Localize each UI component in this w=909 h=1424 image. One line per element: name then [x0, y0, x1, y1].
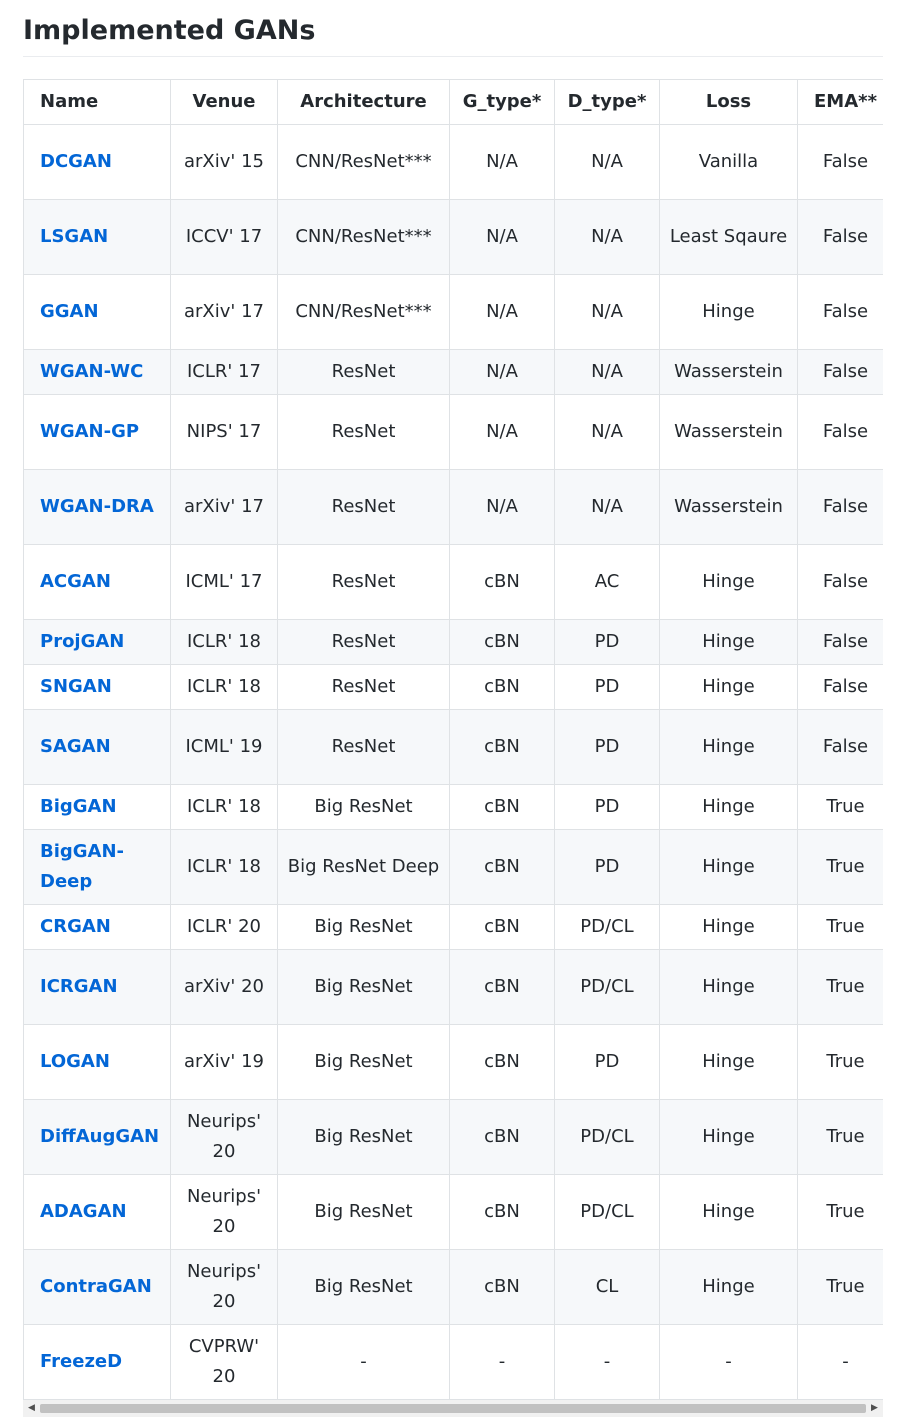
- cell-architecture: CNN/ResNet***: [278, 275, 450, 350]
- cell-loss: Hinge: [660, 620, 798, 665]
- table-row: [24, 1175, 884, 1250]
- cell-architecture: Big ResNet: [278, 1250, 450, 1325]
- column-header-loss: Loss: [660, 80, 798, 125]
- cell-d-type: PD/CL: [555, 905, 660, 950]
- table-row: [24, 470, 884, 545]
- cell-ema: False: [798, 395, 884, 470]
- cell-ema: -: [798, 1325, 884, 1400]
- cell-architecture: Big ResNet: [278, 950, 450, 1025]
- table-row: [24, 950, 884, 1025]
- table-row: [24, 350, 884, 395]
- cell-name: [24, 665, 171, 710]
- cell-g-type: cBN: [450, 620, 555, 665]
- cell-name: [24, 470, 171, 545]
- cell-d-type: AC: [555, 545, 660, 620]
- cell-venue: ICML' 17: [171, 545, 278, 620]
- cell-loss: Hinge: [660, 950, 798, 1025]
- cell-name: [24, 710, 171, 785]
- cell-venue: Neurips' 20: [171, 1250, 278, 1325]
- cell-d-type: PD/CL: [555, 1100, 660, 1175]
- cell-venue: arXiv' 17: [171, 275, 278, 350]
- table-row: [24, 620, 884, 665]
- cell-g-type: N/A: [450, 200, 555, 275]
- cell-ema: False: [798, 710, 884, 785]
- cell-architecture: Big ResNet: [278, 1100, 450, 1175]
- cell-g-type: cBN: [450, 1100, 555, 1175]
- cell-d-type: PD: [555, 665, 660, 710]
- cell-g-type: -: [450, 1325, 555, 1400]
- cell-d-type: N/A: [555, 395, 660, 470]
- cell-ema: True: [798, 1175, 884, 1250]
- cell-ema: False: [798, 665, 884, 710]
- cell-venue: Neurips' 20: [171, 1175, 278, 1250]
- cell-ema: True: [798, 1100, 884, 1175]
- model-name-link[interactable]: ProjGAN: [40, 631, 125, 652]
- cell-d-type: PD: [555, 830, 660, 905]
- cell-loss: Vanilla: [660, 125, 798, 200]
- cell-g-type: N/A: [450, 125, 555, 200]
- cell-loss: Hinge: [660, 785, 798, 830]
- table-row: [24, 710, 884, 785]
- cell-g-type: cBN: [450, 830, 555, 905]
- cell-loss: Least Sqaure: [660, 200, 798, 275]
- cell-architecture: ResNet: [278, 710, 450, 785]
- cell-architecture: ResNet: [278, 350, 450, 395]
- model-name-link[interactable]: ADAGAN: [40, 1201, 127, 1222]
- cell-ema: True: [798, 905, 884, 950]
- cell-venue: arXiv' 20: [171, 950, 278, 1025]
- model-name-link[interactable]: WGAN-DRA: [40, 496, 154, 517]
- cell-architecture: Big ResNet Deep: [278, 830, 450, 905]
- scroll-left-icon[interactable]: ◀: [28, 1403, 35, 1413]
- cell-g-type: cBN: [450, 545, 555, 620]
- cell-loss: Hinge: [660, 710, 798, 785]
- cell-d-type: PD: [555, 1025, 660, 1100]
- model-name-link[interactable]: LSGAN: [40, 226, 109, 247]
- cell-venue: Neurips' 20: [171, 1100, 278, 1175]
- cell-venue: arXiv' 19: [171, 1025, 278, 1100]
- cell-d-type: N/A: [555, 470, 660, 545]
- cell-ema: False: [798, 275, 884, 350]
- cell-g-type: cBN: [450, 1250, 555, 1325]
- cell-venue: ICLR' 18: [171, 830, 278, 905]
- page-title: Implemented GANs: [23, 12, 883, 57]
- model-name-link[interactable]: SNGAN: [40, 676, 112, 697]
- cell-loss: Hinge: [660, 1250, 798, 1325]
- cell-name: [24, 950, 171, 1025]
- cell-g-type: N/A: [450, 275, 555, 350]
- cell-loss: Hinge: [660, 1100, 798, 1175]
- cell-d-type: PD: [555, 785, 660, 830]
- cell-name: [24, 275, 171, 350]
- cell-g-type: N/A: [450, 470, 555, 545]
- cell-d-type: CL: [555, 1250, 660, 1325]
- cell-name: [24, 1025, 171, 1100]
- cell-g-type: cBN: [450, 665, 555, 710]
- cell-architecture: ResNet: [278, 545, 450, 620]
- cell-loss: Hinge: [660, 275, 798, 350]
- cell-venue: ICLR' 20: [171, 905, 278, 950]
- cell-g-type: N/A: [450, 350, 555, 395]
- column-header-g-type: G_type*: [450, 80, 555, 125]
- model-name-link[interactable]: BigGAN-Deep: [40, 841, 125, 892]
- cell-d-type: PD: [555, 620, 660, 665]
- cell-loss: Hinge: [660, 905, 798, 950]
- cell-venue: ICML' 19: [171, 710, 278, 785]
- cell-ema: True: [798, 1250, 884, 1325]
- cell-architecture: ResNet: [278, 620, 450, 665]
- cell-architecture: -: [278, 1325, 450, 1400]
- model-name-link[interactable]: DiffAugGAN: [40, 1126, 160, 1147]
- model-name-link[interactable]: LOGAN: [40, 1051, 110, 1072]
- cell-ema: False: [798, 200, 884, 275]
- cell-loss: Wasserstein: [660, 470, 798, 545]
- cell-g-type: cBN: [450, 1175, 555, 1250]
- cell-g-type: cBN: [450, 950, 555, 1025]
- cell-ema: False: [798, 545, 884, 620]
- cell-ema: True: [798, 1025, 884, 1100]
- table-row: [24, 275, 884, 350]
- cell-architecture: ResNet: [278, 665, 450, 710]
- cell-venue: ICCV' 17: [171, 200, 278, 275]
- cell-loss: Hinge: [660, 1025, 798, 1100]
- cell-architecture: Big ResNet: [278, 1025, 450, 1100]
- cell-venue: CVPRW' 20: [171, 1325, 278, 1400]
- cell-name: [24, 200, 171, 275]
- cell-architecture: CNN/ResNet***: [278, 200, 450, 275]
- cell-venue: NIPS' 17: [171, 395, 278, 470]
- cell-name: [24, 545, 171, 620]
- cell-g-type: cBN: [450, 1025, 555, 1100]
- cell-d-type: PD: [555, 710, 660, 785]
- table-row: [24, 1025, 884, 1100]
- cell-name: [24, 1325, 171, 1400]
- cell-d-type: -: [555, 1325, 660, 1400]
- cell-g-type: N/A: [450, 395, 555, 470]
- cell-venue: ICLR' 18: [171, 665, 278, 710]
- table-row: [24, 545, 884, 620]
- cell-name: [24, 1175, 171, 1250]
- cell-name: [24, 1100, 171, 1175]
- cell-ema: False: [798, 620, 884, 665]
- scrollbar-thumb[interactable]: [40, 1404, 866, 1413]
- cell-name: [24, 395, 171, 470]
- table-row: [24, 905, 884, 950]
- table-row: [24, 1250, 884, 1325]
- cell-loss: Wasserstein: [660, 350, 798, 395]
- model-name-link[interactable]: SAGAN: [40, 736, 111, 757]
- cell-venue: ICLR' 17: [171, 350, 278, 395]
- cell-g-type: cBN: [450, 905, 555, 950]
- cell-name: [24, 620, 171, 665]
- cell-g-type: cBN: [450, 710, 555, 785]
- cell-ema: True: [798, 950, 884, 1025]
- cell-venue: arXiv' 15: [171, 125, 278, 200]
- model-name-link[interactable]: DCGAN: [40, 151, 112, 172]
- cell-architecture: Big ResNet: [278, 1175, 450, 1250]
- cell-name: [24, 1250, 171, 1325]
- cell-ema: False: [798, 350, 884, 395]
- cell-loss: Wasserstein: [660, 395, 798, 470]
- model-name-link[interactable]: ICRGAN: [40, 976, 118, 997]
- cell-name: [24, 785, 171, 830]
- cell-ema: False: [798, 125, 884, 200]
- column-header-ema: EMA**: [798, 80, 884, 125]
- cell-ema: True: [798, 830, 884, 905]
- cell-venue: ICLR' 18: [171, 785, 278, 830]
- cell-name: [24, 905, 171, 950]
- cell-venue: ICLR' 18: [171, 620, 278, 665]
- cell-loss: Hinge: [660, 545, 798, 620]
- cell-d-type: N/A: [555, 275, 660, 350]
- model-name-link[interactable]: CRGAN: [40, 916, 111, 937]
- table-header-row: [24, 80, 884, 125]
- table-row: [24, 1325, 884, 1400]
- gan-table: [23, 79, 883, 1400]
- scroll-right-icon[interactable]: ▶: [871, 1403, 878, 1413]
- cell-loss: Hinge: [660, 1175, 798, 1250]
- table-row: [24, 1100, 884, 1175]
- model-name-link[interactable]: WGAN-GP: [40, 421, 140, 442]
- model-name-link[interactable]: BigGAN: [40, 796, 117, 817]
- table-row: [24, 200, 884, 275]
- table-row: [24, 830, 884, 905]
- cell-architecture: Big ResNet: [278, 905, 450, 950]
- cell-name: [24, 830, 171, 905]
- cell-name: [24, 350, 171, 395]
- table-row: [24, 125, 884, 200]
- horizontal-scrollbar[interactable]: [23, 1400, 883, 1417]
- table-row: [24, 785, 884, 830]
- model-name-link[interactable]: WGAN-WC: [40, 361, 144, 382]
- cell-d-type: PD/CL: [555, 950, 660, 1025]
- model-name-link[interactable]: ContraGAN: [40, 1276, 152, 1297]
- column-header-name: Name: [24, 80, 171, 125]
- cell-architecture: Big ResNet: [278, 785, 450, 830]
- cell-architecture: CNN/ResNet***: [278, 125, 450, 200]
- model-name-link[interactable]: ACGAN: [40, 571, 111, 592]
- cell-name: [24, 125, 171, 200]
- cell-d-type: N/A: [555, 125, 660, 200]
- cell-loss: Hinge: [660, 665, 798, 710]
- cell-ema: True: [798, 785, 884, 830]
- table-row: [24, 665, 884, 710]
- column-header-architecture: Architecture: [278, 80, 450, 125]
- column-header-d-type: D_type*: [555, 80, 660, 125]
- cell-architecture: ResNet: [278, 395, 450, 470]
- cell-loss: Hinge: [660, 830, 798, 905]
- gan-table-container[interactable]: [23, 79, 883, 1400]
- cell-d-type: PD/CL: [555, 1175, 660, 1250]
- cell-architecture: ResNet: [278, 470, 450, 545]
- model-name-link[interactable]: FreezeD: [40, 1351, 123, 1372]
- cell-d-type: N/A: [555, 350, 660, 395]
- cell-venue: arXiv' 17: [171, 470, 278, 545]
- table-row: [24, 395, 884, 470]
- cell-ema: False: [798, 470, 884, 545]
- cell-g-type: cBN: [450, 785, 555, 830]
- cell-loss: -: [660, 1325, 798, 1400]
- column-header-venue: Venue: [171, 80, 278, 125]
- model-name-link[interactable]: GGAN: [40, 301, 99, 322]
- cell-d-type: N/A: [555, 200, 660, 275]
